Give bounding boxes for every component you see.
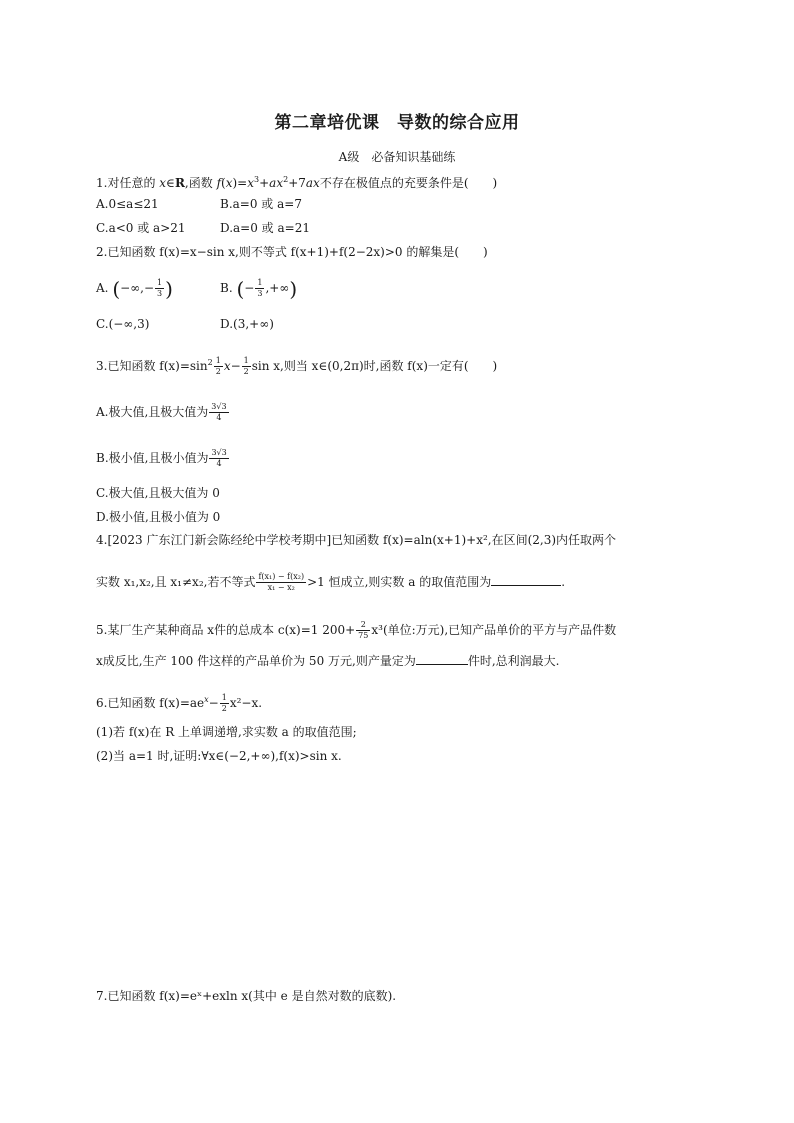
question-4-line-2: 实数 x₁,x₂,且 x₁≠x₂,若不等式 $\frac{\text{f(x₁) − f(x₂)}}{\text{x₁ − x₂}}$ >1 恒成立,则实数 a 的取值范围为 . [96,572,566,592]
q1-stem-post: 不存在极值点的充要条件是( ) [319,176,498,190]
fraction-one-third: $\frac{1}{3}$ [257,278,263,298]
q1-choice-d: D.a=0 或 a=21 [220,221,310,235]
question-4-line-1: 4.[2023 广东江门新会陈经纶中学校考期中]已知函数 f(x)=aln(x+1)+x²,在区间(2,3)内任取两个 [96,533,617,547]
q3-choice-d: D.极小值,且极小值为 0 [96,510,221,524]
q6-stem-post: x²−x. [229,696,263,710]
q1-choice-a: A.0≤a≤21 [96,197,159,211]
q5-line2-pre: x成反比,生产 100 件这样的产品单价为 50 万元,则产量定为 [96,654,416,668]
q2-choice-a-label: A. [96,281,109,295]
fraction-3root3-over-4: $\frac{3√3}{4}$ [211,448,227,468]
fraction-one-third: $\frac{1}{3}$ [157,278,163,298]
question-5-line-1 [96,620,616,641]
q1-choice-c: C.a<0 或 a>21 [96,221,186,235]
q2-choice-a: A. (−∞,− $\frac{1}{3}$ ) [96,276,173,301]
fraction-one-half: $\frac{1}{2}$ [221,693,227,713]
difference-quotient-fraction: $\frac{\text{f(x₁) − f(x₂)}}{\text{x₁ − x₂}}$ [258,572,305,592]
q5-line1-post: x³(单位:万元),已知产品单价的平方与产品件数 [371,623,617,637]
q1-choice-b: B.a=0 或 a=7 [220,197,302,211]
page-title: 第二章培优课 导数的综合应用 [274,113,520,133]
question-6-part-1: (1)若 f(x)在 R 上单调递增,求实数 a 的取值范围; [96,725,357,739]
q6-stem-pre: 6.已知函数 f(x)=ae [96,696,205,710]
q1-stem-mid: ,函数 [184,176,217,190]
q3-choice-b [96,448,230,469]
q2-choice-b: B. (− $\frac{1}{3}$ ,+∞) [220,276,298,301]
q2-choice-c: C.(−∞,3) [96,317,150,331]
q2-choice-d: D.(3,+∞) [220,317,274,331]
q5-line2-post: 件时,总利润最大. [467,654,560,668]
fraction-3root3-over-4: $\frac{3√3}{4}$ [211,402,227,422]
answer-blank[interactable] [416,652,468,665]
fraction-one-half: $\frac{1}{2}$ [215,356,221,376]
q3-stem-post: sin x,则当 x∈(0,2π)时,函数 f(x)一定有( ) [251,359,498,373]
q5-line1-pre: 5.某厂生产某种商品 x件的总成本 c(x)=1 200+ [96,623,356,637]
question-5-line-2 [96,652,559,669]
q4-line2-post: >1 恒成立,则实数 a 的取值范围为 [307,575,492,589]
question-3-stem: 3.已知函数 $f(x)=\sin^2$ $\frac{1}{2}$ x− $\frac{1}{2}$ sin x,则当 x∈(0,2π)时,函数 f(x)一定有( ) [96,356,498,376]
section-subtitle: A级 必备知识基础练 [338,150,456,164]
question-1-stem: 1.对任意的 x∈R,函数 $f(x)=x^3+ax^2+7ax$不存在极值点的充要条件是( ) [96,175,498,190]
question-2-stem: 2.已知函数 f(x)=x−sin x,则不等式 f(x+1)+f(2−2x)>0 的解集是( ) [96,245,488,259]
q3-stem-pre: 3.已知函数 f(x)=sin [96,359,208,373]
q3-choice-c: C.极大值,且极大值为 0 [96,486,220,500]
fraction-one-half: $\frac{1}{2}$ [243,356,249,376]
q2-choice-b-label: B. [220,281,233,295]
q3-choice-a-text: A.极大值,且极大值为 [96,405,209,419]
q1-stem-pre: 1.对任意的 [96,176,160,190]
q4-line2-pre: 实数 x₁,x₂,且 x₁≠x₂,若不等式 [96,575,256,589]
fraction-two-over-75: $\frac{2}{75}$ [358,620,369,640]
question-7-stem: 7.已知函数 f(x)=eˣ+exln x(其中 e 是自然对数的底数). [96,989,397,1003]
q3-choice-a [96,402,230,423]
q3-choice-b-text: B.极小值,且极小值为 [96,451,209,465]
question-6-stem: 6.已知函数 $f(x)=ae^x-$ $\frac{1}{2}$ x²−x. [96,693,263,713]
answer-blank[interactable] [491,573,561,586]
question-6-part-2: (2)当 a=1 时,证明:∀x∈(−2,+∞),f(x)>sin x. [96,749,342,763]
